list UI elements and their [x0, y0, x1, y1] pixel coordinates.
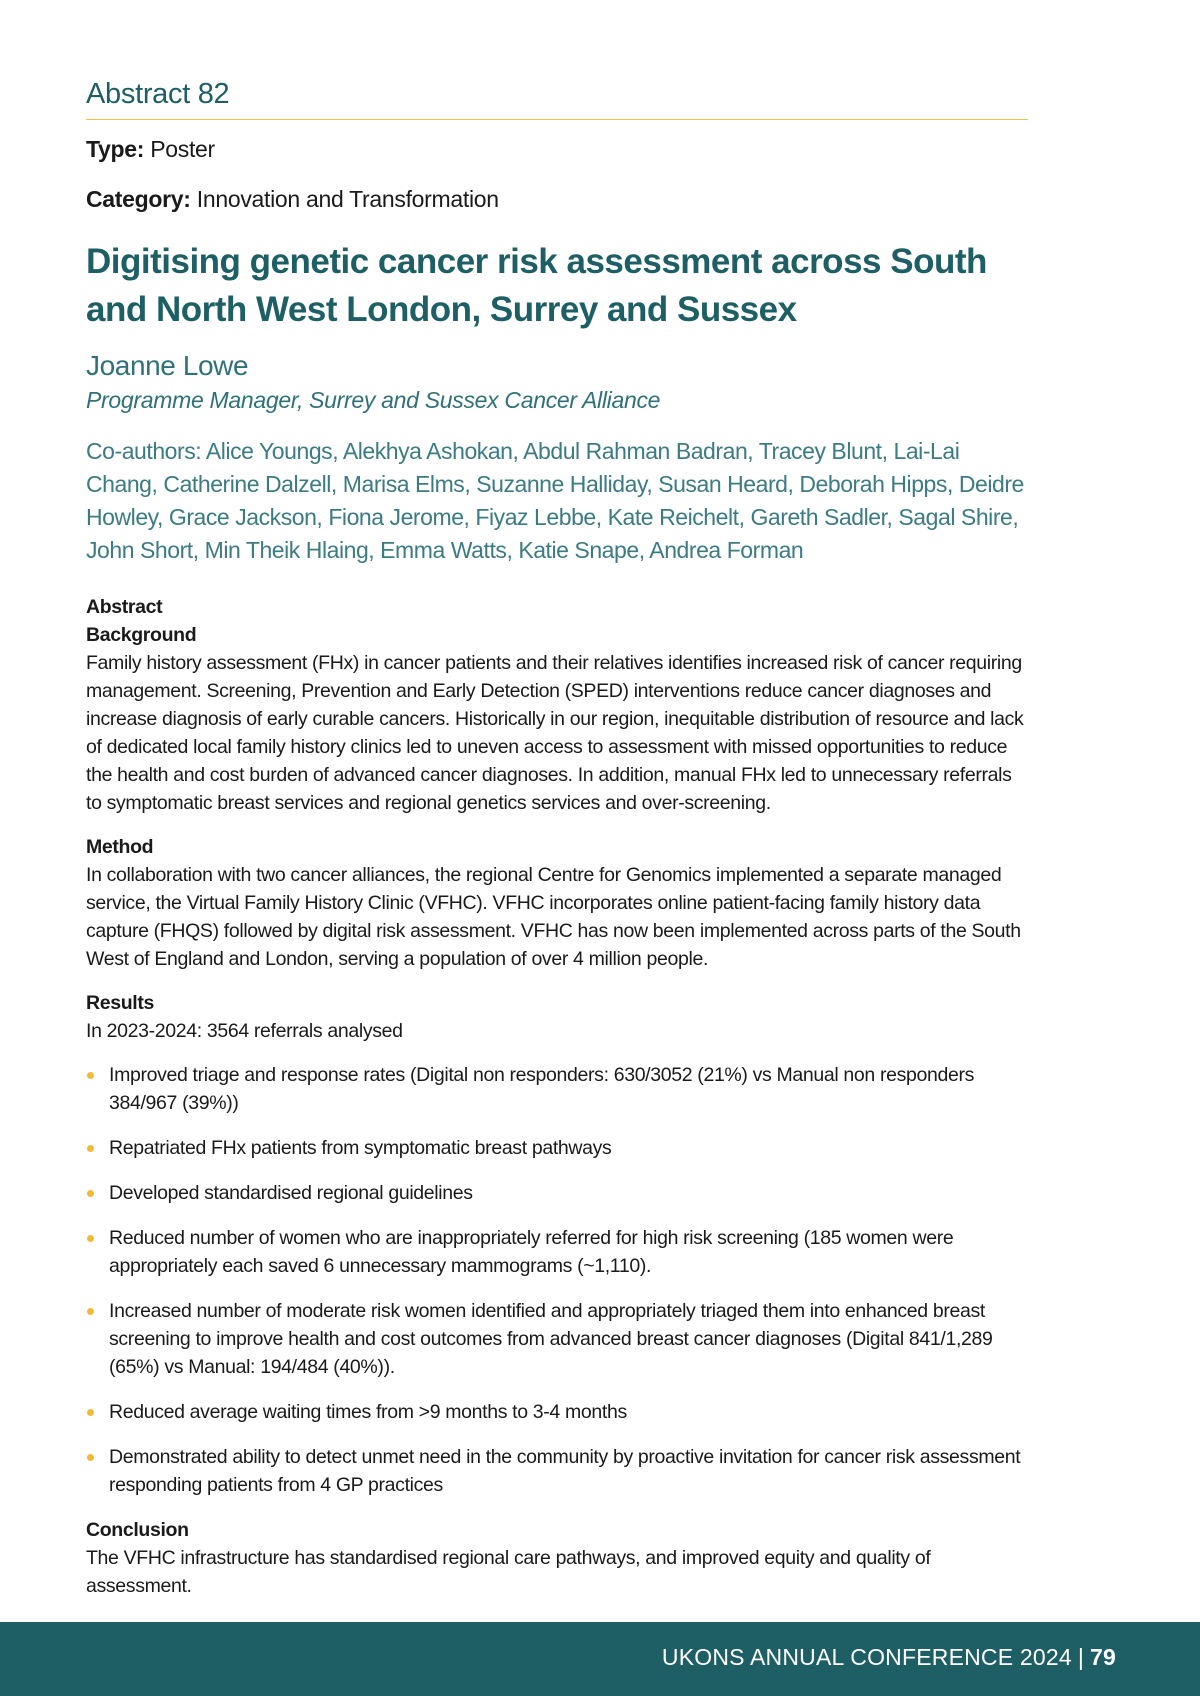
- footer-separator: |: [1077, 1644, 1085, 1670]
- list-item: Improved triage and response rates (Digital non responders: 630/3052 (21%) vs Manual non responders 384/967 (39%)): [86, 1061, 1030, 1117]
- background-heading: Background: [86, 624, 197, 646]
- footer-text: [662, 1644, 1116, 1671]
- type-value: Poster: [150, 136, 215, 162]
- bullet-dot-icon: [87, 1308, 94, 1315]
- conference-name: UKONS ANNUAL CONFERENCE 2024: [661, 1644, 1072, 1670]
- abstract-heading: Abstract: [86, 596, 163, 618]
- conclusion-text: The VFHC infrastructure has standardised regional care pathways, and improved equity and quality of assessment.: [86, 1547, 931, 1597]
- list-item: Demonstrated ability to detect unmet need in the community by proactive invitation for cancer risk assessment responding patients from 4 GP practices: [86, 1443, 1030, 1499]
- list-item: Increased number of moderate risk women identified and appropriately triaged them into enhanced breast screening to improve health and cost outcomes from advanced breast cancer diagnoses (Digital 841/1,289 (65%) vs Manual: 194/484 (40%)).: [86, 1297, 1030, 1381]
- method-heading: Method: [86, 836, 154, 858]
- category-label: Category:: [86, 186, 191, 212]
- page-footer: [0, 1622, 1200, 1696]
- bullet-dot-icon: [87, 1145, 94, 1152]
- page-title: Digitising genetic cancer risk assessment across South and North West London, Surrey and Sussex: [86, 242, 987, 329]
- list-item: Reduced average waiting times from >9 months to 3-4 months: [86, 1398, 1030, 1426]
- abstract-body: [86, 593, 1030, 1600]
- bullet-dot-icon: [87, 1454, 94, 1461]
- results-intro: In 2023-2024: 3564 referrals analysed: [86, 1020, 403, 1042]
- method-text: In collaboration with two cancer alliances, the regional Centre for Genomics implemented a separate managed service, the Virtual Family History Clinic (VFHC). VFHC incorporates online patient-facing family history data capture (FHQS) followed by digital risk assessment. VFHC has now been implemented across parts of the South West of England and London, serving a population of over 4 million people.: [86, 864, 1021, 970]
- category-value: Innovation and Transformation: [196, 186, 499, 212]
- conclusion-heading: Conclusion: [86, 1519, 189, 1541]
- list-item: Repatriated FHx patients from symptomatic breast pathways: [86, 1134, 1030, 1162]
- type-line: [86, 136, 215, 163]
- bullet-dot-icon: [87, 1409, 94, 1416]
- category-line: [86, 186, 499, 213]
- coauthors-list: Co-authors: Alice Youngs, Alekhya Ashokan, Abdul Rahman Badran, Tracey Blunt, Lai-Lai Chang, Catherine Dalzell, Marisa Elms, Suzanne Halliday, Susan Heard, Deborah Hipps, Deidre Howley, Grace Jackson, Fiona Jerome, Fiyaz Lebbe, Kate Reichelt, Gareth Sadler, Sagal Shire, John Short, Min Theik Hlaing, Emma Watts, Katie Snape, Andrea Forman: [86, 438, 1024, 563]
- background-text: Family history assessment (FHx) in cancer patients and their relatives identifies increased risk of cancer requiring management. Screening, Prevention and Early Detection (SPED) interventions reduce cancer diagnoses and increase diagnosis of early curable cancers. Historically in our region, inequitable distribution of resource and lack of dedicated local family history clinics led to uneven access to assessment with missed opportunities to reduce the health and cost burden of advanced cancer diagnoses. In addition, manual FHx led to unnecessary referrals to symptomatic breast services and regional genetics services and over-screening.: [86, 652, 1024, 814]
- results-heading: Results: [86, 992, 154, 1014]
- type-label: Type:: [86, 136, 145, 162]
- header-divider: [86, 119, 1028, 120]
- author-name: Joanne Lowe: [86, 350, 249, 381]
- list-item: Reduced number of women who are inappropriately referred for high risk screening (185 women were appropriately each saved 6 unnecessary mammograms (~1,110).: [86, 1224, 1030, 1280]
- results-list: [86, 1061, 1030, 1499]
- bullet-dot-icon: [87, 1190, 94, 1197]
- author-role: Programme Manager, Surrey and Sussex Cancer Alliance: [86, 387, 661, 413]
- page-number: 79: [1090, 1644, 1116, 1670]
- bullet-dot-icon: [87, 1072, 94, 1079]
- abstract-number: Abstract 82: [86, 78, 230, 110]
- bullet-dot-icon: [87, 1235, 94, 1242]
- list-item: Developed standardised regional guidelines: [86, 1179, 1030, 1207]
